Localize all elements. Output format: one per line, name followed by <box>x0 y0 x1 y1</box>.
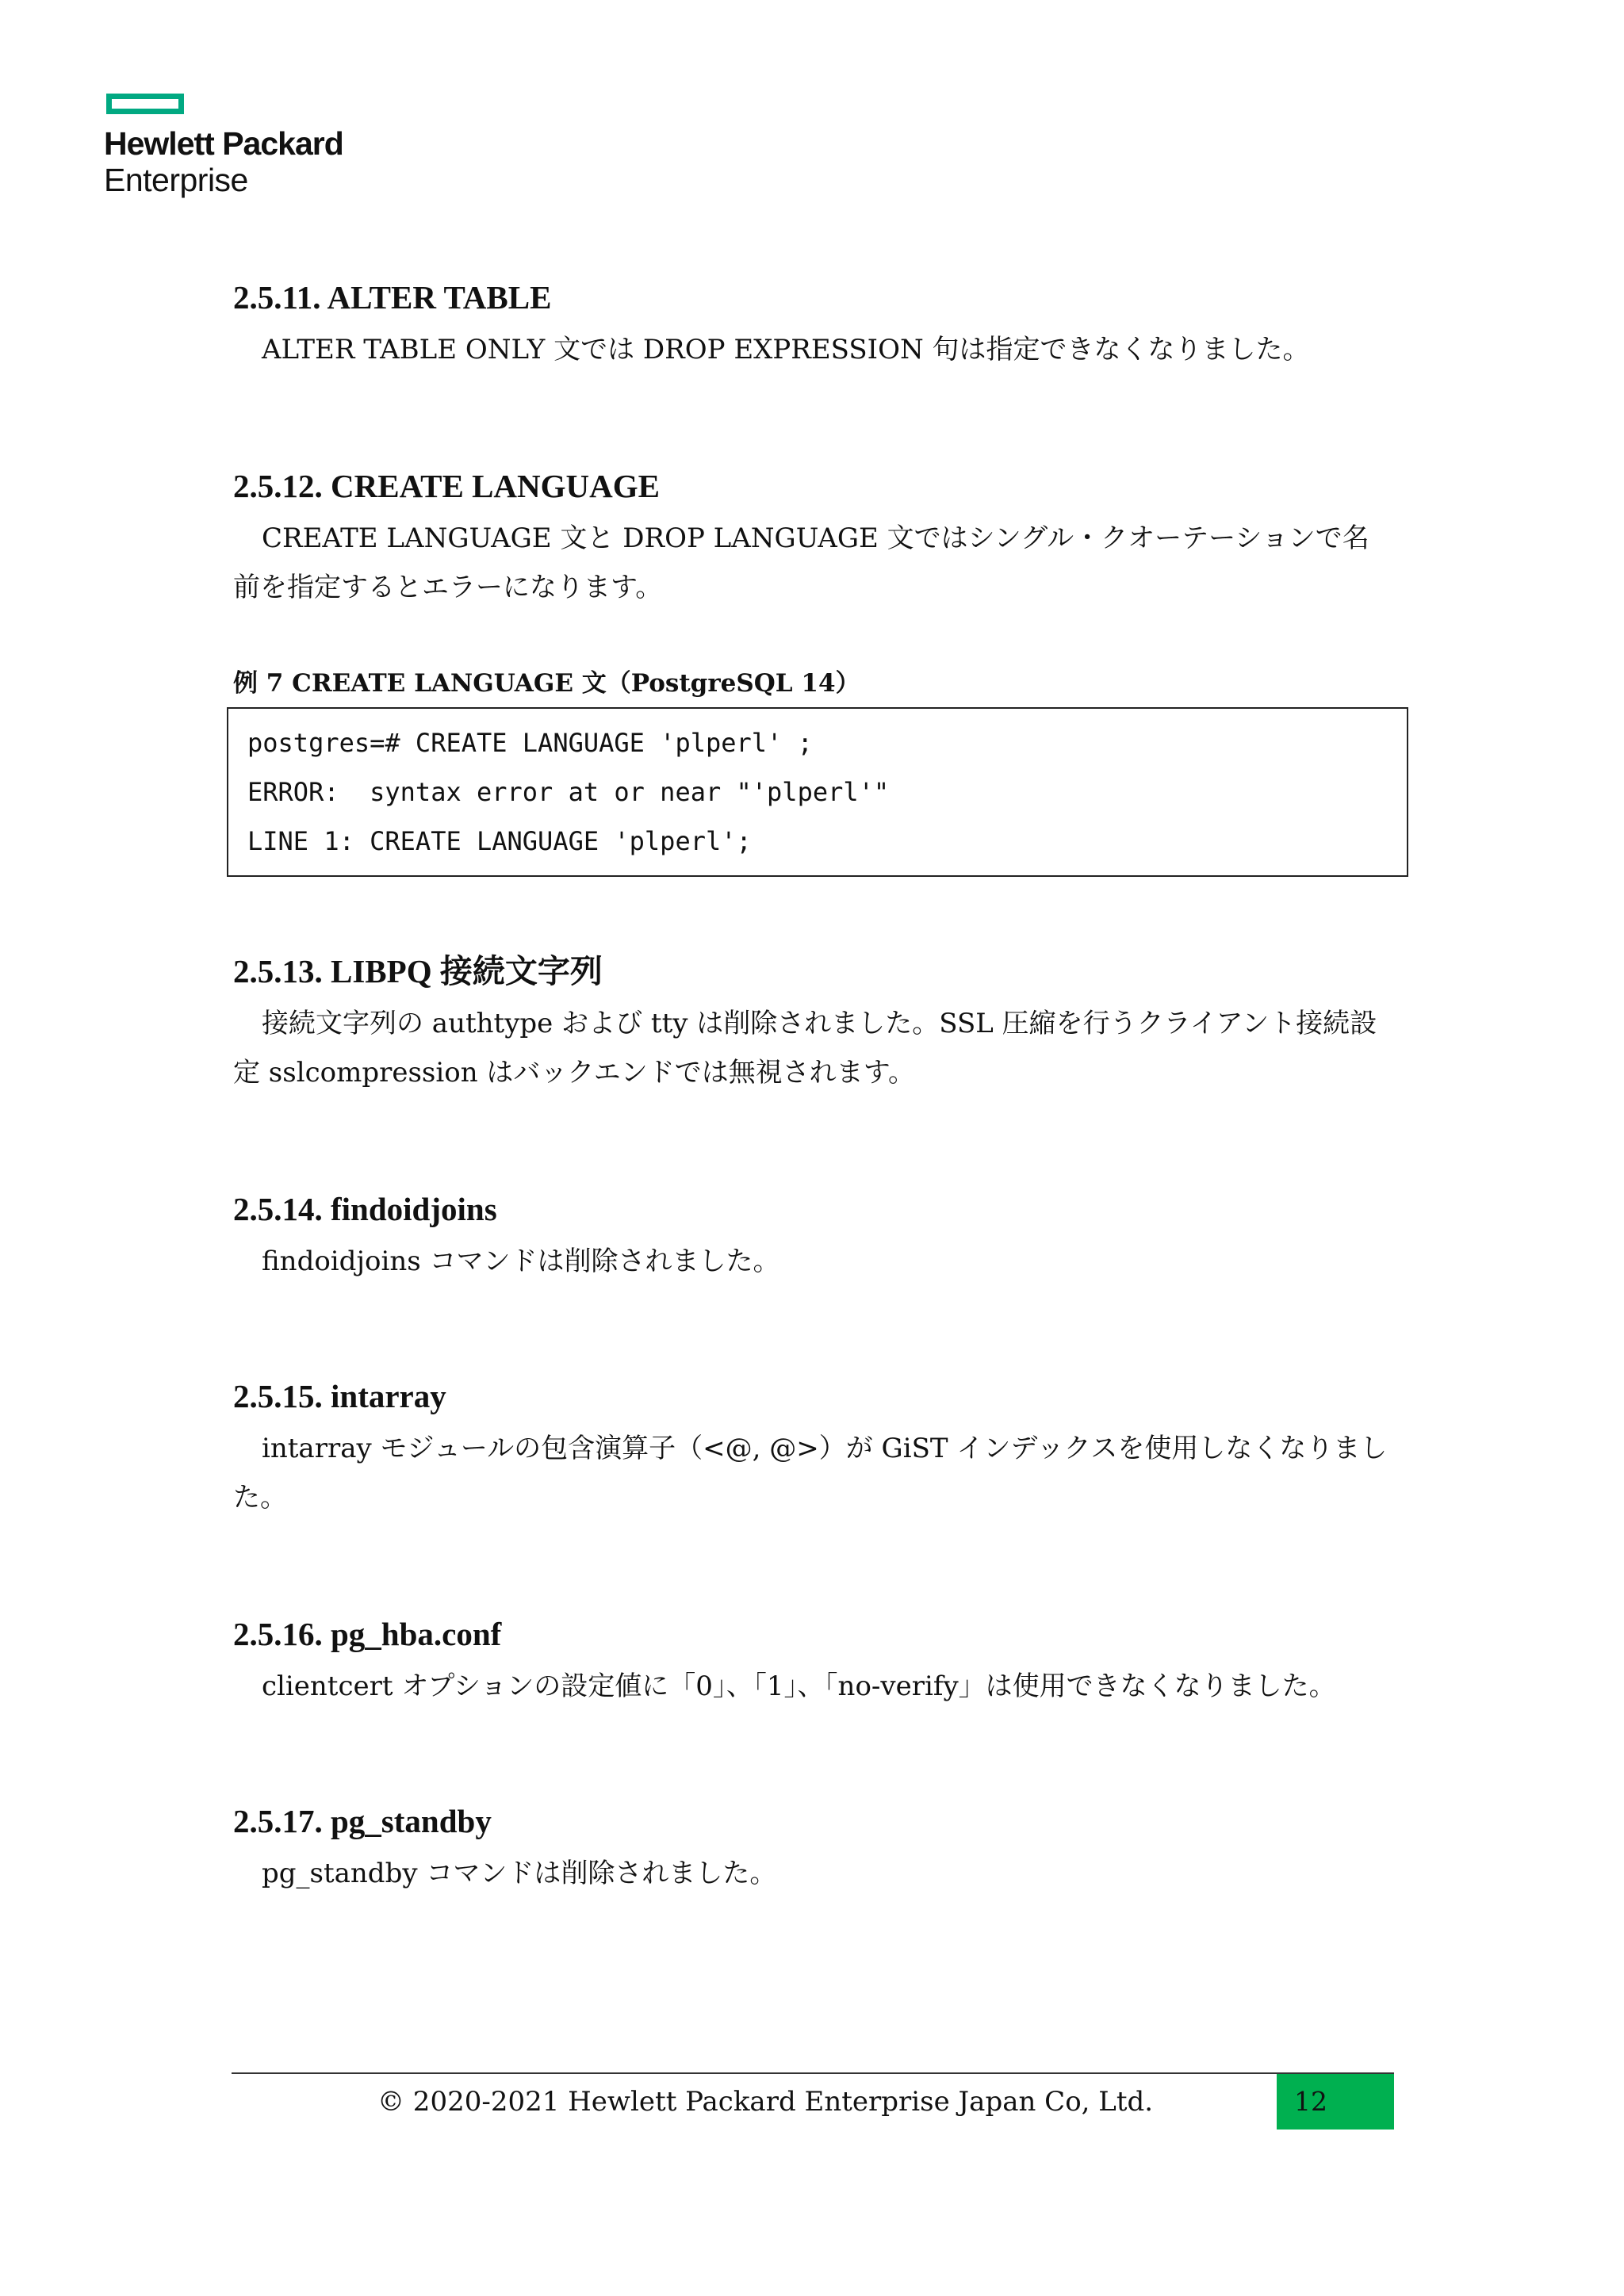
section-heading: 2.5.16. pg_hba.conf <box>233 1616 502 1652</box>
footer-copyright: © 2020-2021 Hewlett Packard Enterprise Japan Co, Ltd. <box>377 2086 1154 2118</box>
section-paragraph: pg_standby コマンドは削除されました。 <box>262 1858 777 1889</box>
section-paragraph: CREATE LANGUAGE 文と DROP LANGUAGE 文ではシングル・クオーテーションで名前を指定するとエラーになります。 <box>233 522 1369 603</box>
section-heading: 2.5.12. CREATE LANGUAGE <box>233 468 660 504</box>
section-heading: 2.5.11. ALTER TABLE <box>233 279 552 316</box>
company-logo <box>104 94 358 198</box>
section-paragraph: 接続文字列の authtype および tty は削除されました。SSL 圧縮を行うクライアント接続設定 sslcompression はバックエンドでは無視されます。 <box>233 1008 1377 1089</box>
section-libpq <box>233 943 1392 1097</box>
section-paragraph: ALTER TABLE ONLY 文では DROP EXPRESSION 句は指定できなくなりました。 <box>262 334 1310 365</box>
example-caption: 例 7 CREATE LANGUAGE 文（PostgreSQL 14） <box>233 669 860 698</box>
section-paragraph: findoidjoins コマンドは削除されました。 <box>262 1246 780 1277</box>
section-heading: 2.5.15. intarray <box>233 1378 446 1414</box>
footer-divider <box>232 2072 1394 2074</box>
section-heading: 2.5.17. pg_standby <box>233 1803 492 1839</box>
section-paragraph: clientcert オプションの設定値に「0」、「1」、「no-verify」は使用できなくなりました。 <box>262 1670 1336 1702</box>
section-alter-table <box>233 270 1392 374</box>
section-pg-hba-conf <box>233 1606 1392 1711</box>
section-heading: 2.5.13. LIBPQ 接続文字列 <box>233 953 603 989</box>
code-line: LINE 1: CREATE LANGUAGE 'plperl'; <box>247 826 752 856</box>
page-number-box <box>1277 2074 1394 2130</box>
code-line: ERROR: syntax error at or near "'plperl'" <box>247 777 890 807</box>
section-create-language <box>233 458 1392 612</box>
section-paragraph: intarray モジュールの包含演算子（<@, @>）が GiST インデックスを使用しなくなりました。 <box>233 1433 1388 1513</box>
logo-mark-icon <box>106 94 184 114</box>
section-intarray <box>233 1368 1392 1522</box>
section-heading: 2.5.14. findoidjoins <box>233 1191 497 1227</box>
code-line: postgres=# CREATE LANGUAGE 'plperl' ; <box>247 728 813 758</box>
logo-text-line2: Enterprise <box>104 162 248 198</box>
section-pg-standby <box>233 1793 1392 1898</box>
code-example-box <box>227 707 1408 877</box>
logo-text-line1: Hewlett Packard <box>104 125 343 162</box>
page-number: 12 <box>1294 2086 1327 2117</box>
section-findoidjoins <box>233 1181 1392 1286</box>
